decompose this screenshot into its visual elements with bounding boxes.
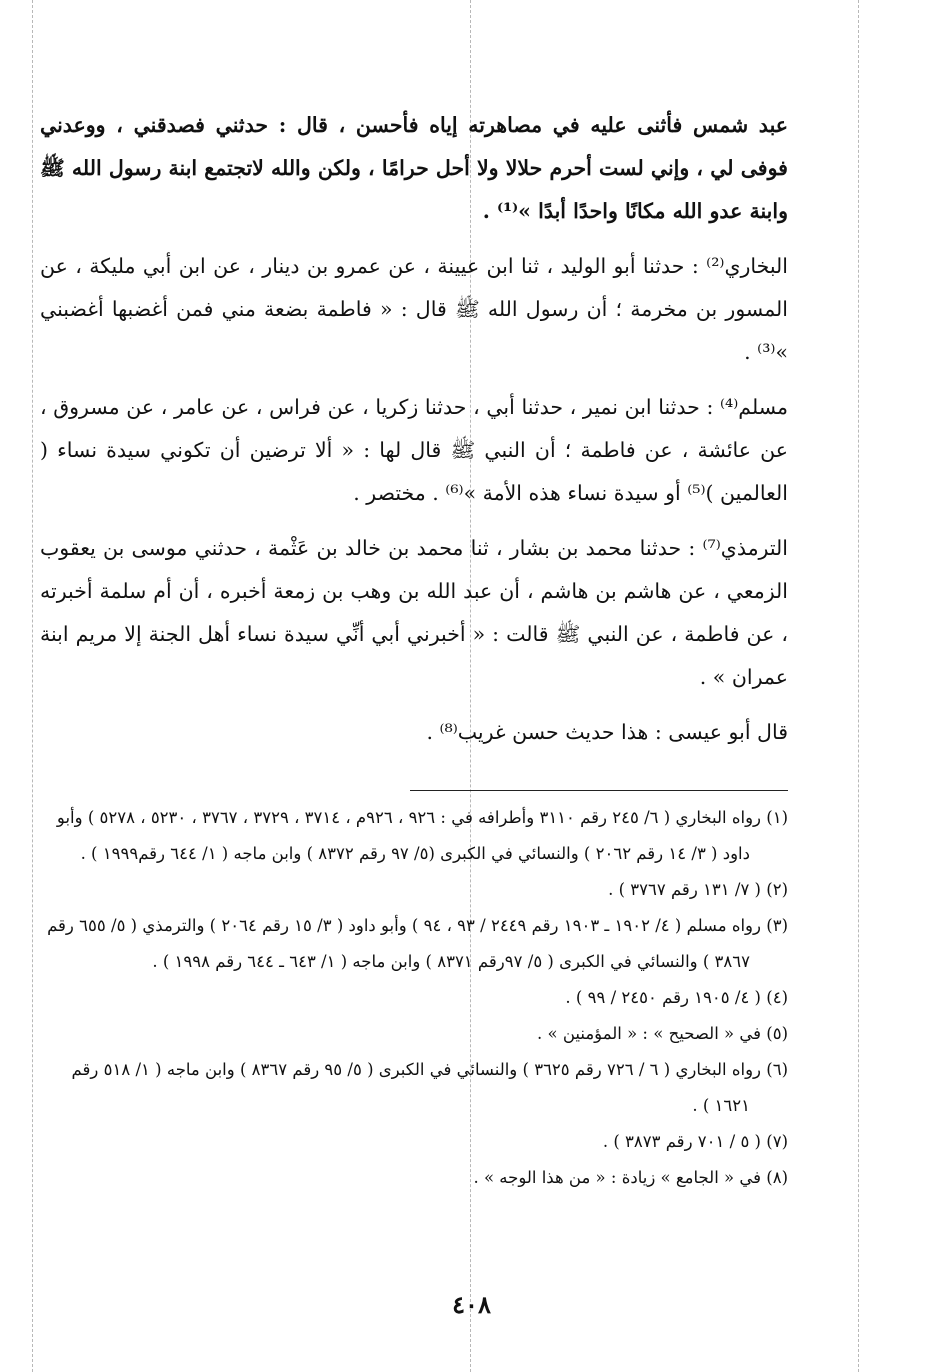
footnote: (١) رواه البخاري ( ٦/ ٢٤٥ رقم ٣١١٠ وأطرافه في : ٩٢٦ ، ٩٢٦م ، ٣٧١٤ ، ٣٧٢٩ ، ٣٧٦٧ ، ٥٢٣٠ ، ٥٢٧٨ ) وأبو داود ( ٣/ ١٤ رقم ٢٠٦٢ ) والنسائي في الكبرى (٥/ ٩٧ رقم ٨٣٧٢ ) وابن ماجه ( ١/ ٦٤٤ رقم١٩٩٩ ) .: [56, 808, 788, 863]
paragraph: الترمذي⁽⁷⁾ : حدثنا محمد بن بشار ، ثنا محمد بن خالد بن عَثْمة ، حدثني موسى بن يعقوب الزمعي ، عن هاشم بن هاشم ، أن عبد الله بن وهب بن زمعة أخبره ، أن أم سلمة أخبرته ، عن فاطمة ، عن النبي ﷺ قالت : « أخبرني أبي أنِّي سيدة نساء أهل الجنة إلا مريم ابنة عمران » .: [40, 536, 788, 689]
footnote: (٨) في « الجامع » زيادة : « من هذا الوجه » .: [473, 1168, 788, 1187]
page-number: ٤٠٨: [452, 1290, 491, 1319]
footnote: (٣) رواه مسلم ( ٤/ ١٩٠٢ ـ ١٩٠٣ رقم ٢٤٤٩ / ٩٣ ، ٩٤ ) وأبو داود ( ٣/ ١٥ رقم ٢٠٦٤ ) والترمذي ( ٥/ ٦٥٥ رقم ٣٨٦٧ ) والنسائي في الكبرى ( ٥/ ٩٧رقم ٨٣٧١ ) وابن ماجه ( ١/ ٦٤٣ ـ ٦٤٤ رقم ١٩٩٨ ) .: [47, 916, 788, 971]
paragraph: قال أبو عيسى : هذا حديث حسن غريب⁽⁸⁾ .: [426, 720, 788, 744]
footnote: (٤) ( ٤/ ١٩٠٥ رقم ٢٤٥٠ / ٩٩ ) .: [565, 988, 788, 1007]
footnote: (٥) في « الصحيح » : « المؤمنين » .: [536, 1024, 788, 1043]
guide-line: [32, 0, 33, 1372]
footnote-separator: [410, 790, 788, 791]
footnote: (٧) ( ٥ / ٧٠١ رقم ٣٨٧٣ ) .: [602, 1132, 788, 1151]
footnote: (٦) رواه البخاري ( ٦ / ٧٢٦ رقم ٣٦٢٥ ) والنسائي في الكبرى ( ٥/ ٩٥ رقم ٨٣٦٧ ) وابن ماجه ( ١/ ٥١٨ رقم ١٦٢١ ) .: [71, 1060, 788, 1115]
paragraph: عبد شمس فأثنى عليه في مصاهرته إياه فأحسن ، قال : حدثني فصدقني ، ووعدني فوفى لي ، وإني لست أحرم حلالا ولا أحل حرامًا ، ولكن والله لاتجتمع ابنة رسول الله ﷺ وابنة عدو الله مكانًا واحدًا أبدًا »⁽¹⁾ .: [40, 113, 788, 223]
paragraph: مسلم⁽⁴⁾ : حدثنا ابن نمير ، حدثنا أبي ، حدثنا زكريا ، عن فراس ، عن عامر ، عن مسروق ، عن عائشة ، عن فاطمة ؛ أن النبي ﷺ قال لها : « ألا ترضين أن تكوني سيدة نساء ( العالمين )⁽⁵⁾ أو سيدة نساء هذه الأمة »⁽⁶⁾ . مختصر .: [40, 395, 788, 505]
main-text: [40, 104, 788, 766]
footnotes: [40, 800, 788, 1196]
footnote: (٢) ( ٧/ ١٣١ رقم ٣٧٦٧ ) .: [608, 880, 788, 899]
paragraph: البخاري⁽²⁾ : حدثنا أبو الوليد ، ثنا ابن عيينة ، عن عمرو بن دينار ، عن ابن أبي مليكة ، عن المسور بن مخرمة ؛ أن رسول الله ﷺ قال : « فاطمة بضعة مني فمن أغضبها أغضبني »⁽³⁾ .: [40, 254, 788, 364]
guide-line: [858, 0, 859, 1372]
